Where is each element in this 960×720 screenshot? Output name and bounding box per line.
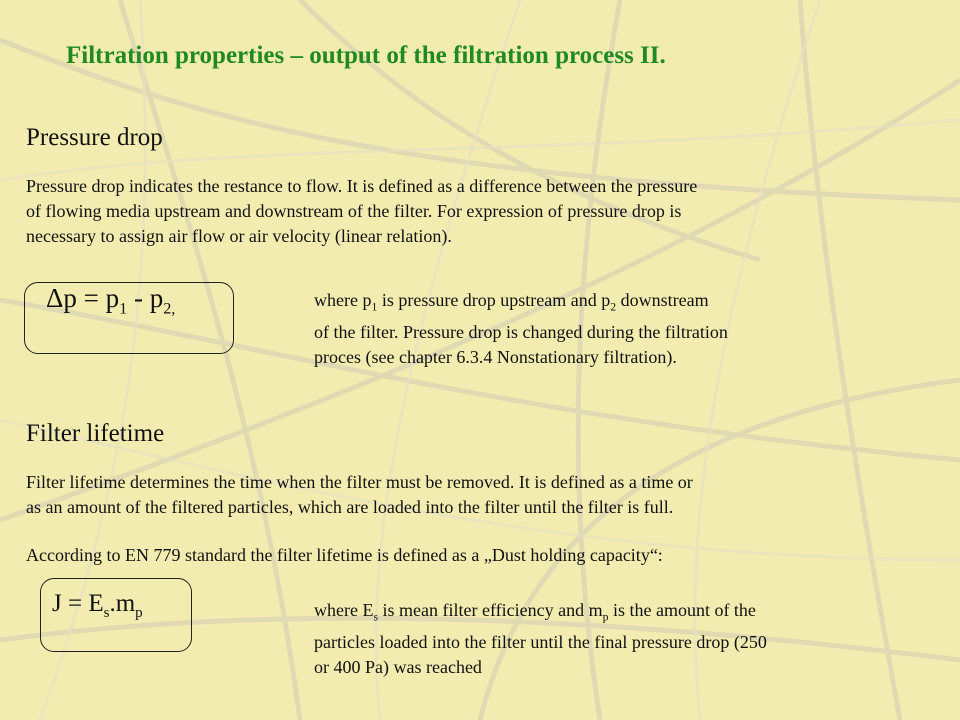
delta-p: Δp: [46, 283, 77, 313]
formula-subscript: s: [103, 605, 110, 621]
text-part: where p: [314, 290, 372, 310]
pressure-drop-heading: Pressure drop: [26, 124, 163, 151]
slide-title: Filtration properties – output of the filtration process II.: [66, 42, 666, 69]
text-part: where E: [314, 600, 374, 620]
pressure-drop-line: necessary to assign air flow or air velocity (linear relation).: [26, 226, 452, 246]
text-part: is the amount of the: [608, 600, 756, 620]
formula-part: J = E: [52, 590, 104, 617]
standard-definition: According to EN 779 standard the filter lifetime is defined as a „Dust holding capacity“:: [26, 545, 663, 565]
filter-lifetime-formula: [52, 590, 143, 622]
filter-lifetime-line: as an amount of the filtered particles, which are loaded into the filter until the filter is full.: [26, 497, 674, 517]
explanation-line: or 400 Pa) was reached: [314, 656, 482, 677]
formula-subscript: p: [135, 605, 143, 621]
filter-lifetime-explanation: [314, 598, 767, 680]
pressure-drop-explanation: [314, 288, 728, 370]
formula-part: .m: [109, 590, 136, 617]
text-part: downstream: [616, 290, 709, 310]
filter-lifetime-heading: Filter lifetime: [26, 420, 165, 447]
explanation-line: [314, 288, 728, 320]
filter-lifetime-description: [26, 470, 926, 520]
explanation-line: proces (see chapter 6.3.4 Nonstationary filtration).: [314, 346, 677, 367]
filter-lifetime-line: Filter lifetime determines the time when the filter must be removed. It is defined as a time or: [26, 472, 693, 492]
explanation-line: particles loaded into the filter until the final pressure drop (250: [314, 631, 767, 652]
text-subscript: 2: [610, 300, 617, 314]
formula-subscript: 2,: [163, 299, 176, 318]
pressure-drop-line: of flowing media upstream and downstream of the filter. For expression of pressure drop is: [26, 201, 682, 221]
formula-part: - p: [127, 283, 164, 313]
formula-subscript: 1: [119, 299, 128, 318]
text-part: is pressure drop upstream and p: [377, 290, 611, 310]
pressure-drop-formula: [46, 283, 175, 318]
explanation-line: [314, 598, 767, 630]
text-subscript: 1: [371, 300, 378, 314]
explanation-line: of the filter. Pressure drop is changed during the filtration: [314, 321, 728, 342]
text-subscript: s: [373, 610, 379, 624]
pressure-drop-line: Pressure drop indicates the restance to flow. It is defined as a difference between the pressure: [26, 176, 698, 196]
text-subscript: p: [602, 610, 609, 624]
formula-part: = p: [76, 283, 120, 313]
pressure-drop-description: [26, 174, 926, 249]
text-part: is mean filter efficiency and m: [378, 600, 603, 620]
